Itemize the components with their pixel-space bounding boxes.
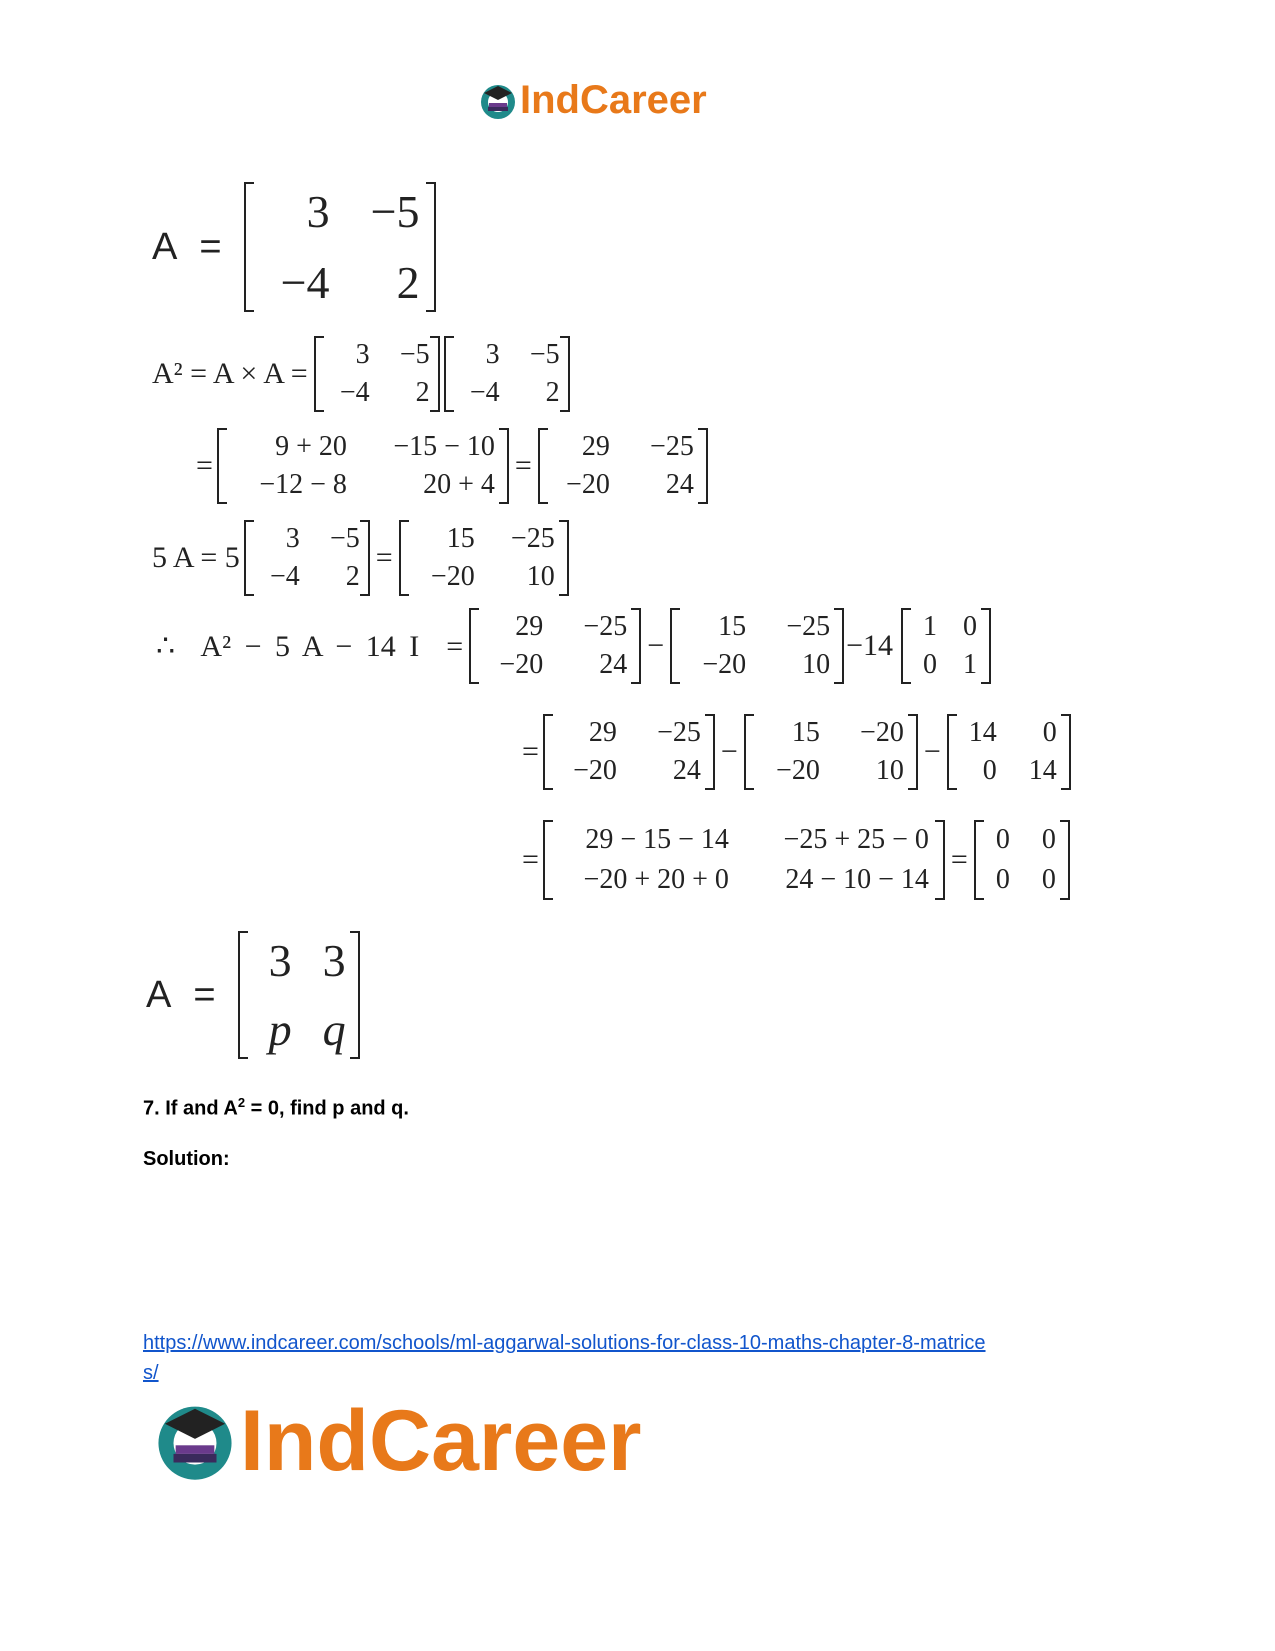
cell: 0 [1042, 717, 1057, 748]
equation-lhs: ∴ A² − 5 A − 14 I = [156, 629, 464, 663]
matrix [744, 714, 918, 790]
cell: 24 [599, 649, 628, 680]
cell: −20 [566, 469, 610, 500]
cell: −20 [860, 717, 904, 748]
cell: −4 [269, 561, 300, 592]
therefore-line [156, 608, 991, 684]
matrix [538, 428, 708, 504]
cell: 15 [791, 717, 820, 748]
header-brand-text: IndCareer [520, 78, 707, 122]
cell: 0 [963, 611, 978, 642]
superscript: 2 [237, 1095, 246, 1110]
equals-sign: = [522, 843, 539, 876]
cell: q [322, 1004, 346, 1055]
cell: −25 [786, 611, 831, 642]
cell: 1 [923, 611, 938, 642]
cell: 1 [963, 649, 978, 680]
cell: −4 [339, 377, 370, 408]
cell: 0 [982, 755, 997, 786]
cell: 29 [581, 431, 610, 462]
cell: −25 + 25 − 0 [783, 824, 929, 855]
matrix [670, 608, 844, 684]
cell: 29 − 15 − 14 [585, 824, 729, 855]
graduation-cap-icon [478, 81, 518, 121]
cell: 15 [718, 611, 747, 642]
cell: −25 [657, 717, 701, 748]
cell: −25 [510, 523, 555, 554]
cell: 10 [526, 561, 555, 592]
cell: −20 [430, 561, 475, 592]
cell: −4 [469, 377, 500, 408]
cell: 3 [355, 339, 370, 370]
cell: 0 [923, 649, 938, 680]
cell: −5 [329, 523, 360, 554]
cell: 10 [875, 755, 904, 786]
matrix-a [244, 182, 436, 312]
footer-brand-text: IndCareer [240, 1393, 642, 1489]
matrix [543, 714, 715, 790]
cell: −20 [776, 755, 820, 786]
question-suffix: = 0, find p and q. [245, 1097, 409, 1120]
matrix-label: A [152, 225, 178, 268]
cell: 2 [345, 561, 360, 592]
matrix [399, 520, 569, 596]
cell: 3 [285, 523, 300, 554]
cell: 3 [322, 935, 346, 986]
matrix [217, 428, 509, 504]
matrix-a-pq-definition [146, 928, 360, 1062]
equals-sign: = [514, 449, 532, 482]
cell: 0 [995, 864, 1010, 895]
cell: 29 [515, 611, 544, 642]
cell: 0 [1041, 824, 1056, 855]
cell: 2 [545, 377, 560, 408]
matrix [244, 520, 370, 596]
cell: −5 [529, 339, 560, 370]
equation-lhs: 5 A = 5 [152, 541, 240, 574]
cell: 2 [396, 257, 420, 308]
header-logo [478, 78, 707, 123]
matrix [543, 820, 945, 900]
cell: 2 [415, 377, 430, 408]
solution-label: Solution: [143, 1148, 230, 1170]
cell: −25 [650, 431, 694, 462]
cell: −15 − 10 [393, 431, 495, 462]
five-a-line [152, 520, 569, 596]
cell: 0 [1041, 864, 1056, 895]
question-prefix: 7. If and A [143, 1097, 238, 1120]
cell: −5 [399, 339, 430, 370]
cell: 24 [665, 469, 694, 500]
matrix-label: A [146, 973, 172, 1016]
minus-sign: − [923, 735, 941, 768]
cell: −5 [370, 186, 420, 237]
cell: p [268, 1004, 292, 1055]
step-three-line [522, 820, 1070, 900]
cell: 29 [588, 717, 617, 748]
cell: 10 [802, 649, 831, 680]
graduation-cap-icon [152, 1398, 238, 1484]
equation-lhs: A² = A × A = [152, 357, 308, 390]
cell: −20 + 20 + 0 [583, 864, 729, 895]
link-line-2[interactable]: s/ [143, 1362, 159, 1384]
cell: 3 [485, 339, 500, 370]
cell: 0 [995, 824, 1010, 855]
cell: 14 [1028, 755, 1057, 786]
footer-logo [152, 1393, 642, 1489]
cell: 24 [672, 755, 701, 786]
minus-fourteen: −14 [846, 629, 894, 662]
question-text [143, 1095, 409, 1121]
matrix-a-pq [238, 931, 360, 1059]
zero-matrix [974, 820, 1070, 900]
equals-sign: = [375, 541, 393, 574]
matrix-a-definition [152, 180, 436, 314]
cell: −20 [702, 649, 747, 680]
cell: −12 − 8 [259, 469, 347, 500]
identity-matrix [901, 608, 991, 684]
cell: −20 [573, 755, 617, 786]
equals-sign: = [193, 973, 216, 1016]
cell: 9 + 20 [275, 431, 347, 462]
cell: −4 [280, 257, 330, 308]
cell: −25 [583, 611, 628, 642]
equals-sign: = [199, 225, 222, 268]
equals-sign: = [522, 735, 539, 768]
cell: −20 [499, 649, 544, 680]
matrix [947, 714, 1071, 790]
cell: 15 [446, 523, 475, 554]
cell: 24 − 10 − 14 [785, 864, 929, 895]
matrix [469, 608, 641, 684]
minus-sign: − [720, 735, 738, 768]
minus-sign: − [647, 629, 665, 662]
a-squared-result-line [196, 428, 708, 504]
cell: 14 [968, 717, 997, 748]
source-link[interactable] [143, 1328, 1143, 1388]
a-squared-line [152, 336, 570, 412]
link-line-1[interactable]: https://www.indcareer.com/schools/ml-aggarwal-solutions-for-class-10-maths-chapter-8-matrice [143, 1332, 986, 1354]
cell: 20 + 4 [423, 469, 495, 500]
cell: 3 [306, 186, 330, 237]
step-two-line [522, 714, 1071, 790]
matrix [314, 336, 440, 412]
equals-sign: = [950, 843, 968, 876]
cell: 3 [268, 935, 292, 986]
matrix [444, 336, 570, 412]
equals-sign: = [196, 449, 213, 482]
